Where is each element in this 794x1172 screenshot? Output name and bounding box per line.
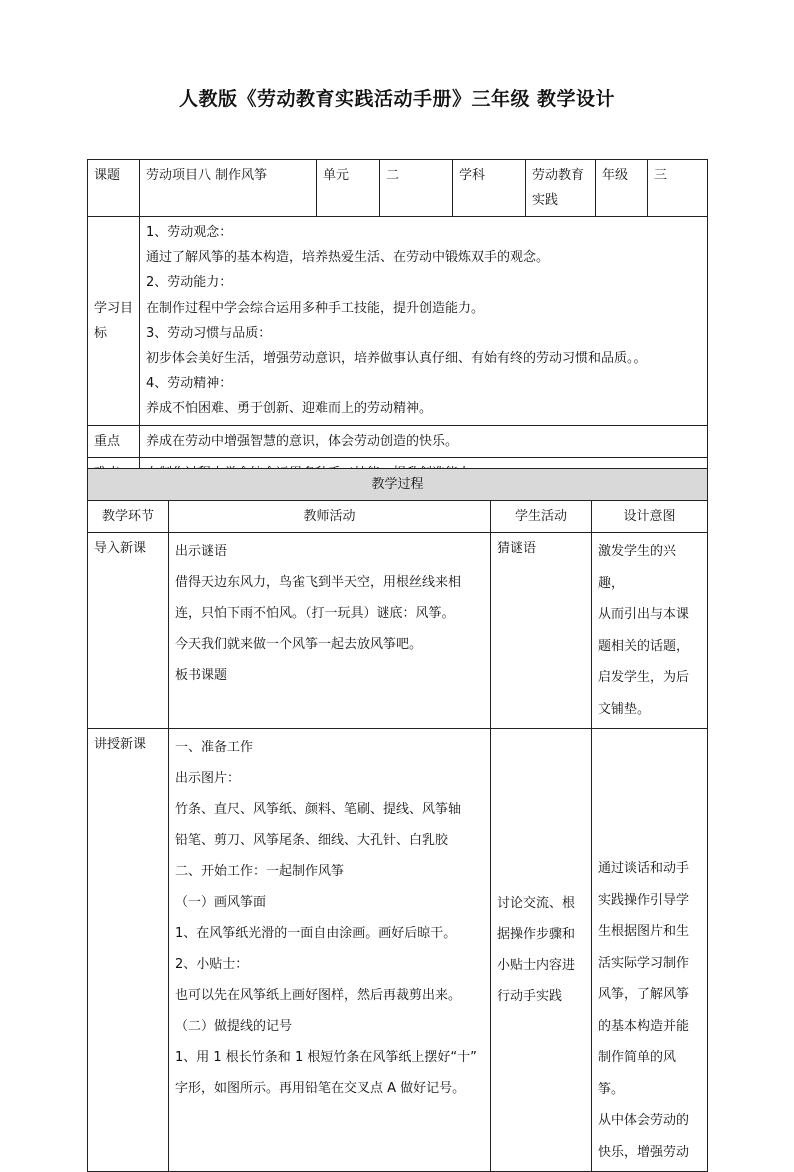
student-line: 据操作步骤和: [497, 927, 576, 942]
purpose-line: 制作简单的风筝。: [598, 1050, 677, 1097]
column-header-stage: 教学环节: [88, 501, 169, 533]
column-header-student: 学生活动: [491, 501, 592, 533]
teacher-line: 出示图片：: [175, 771, 241, 786]
objectives-content: [140, 217, 708, 426]
student-line: 讨论交流、根: [497, 896, 576, 911]
teacher-activity-cell: [169, 729, 491, 1172]
page-title: 人教版《劳动教育实践活动手册》三年级 教学设计: [178, 88, 616, 110]
teacher-line: 字形，如图所示。再用铅笔在交叉点 A 做好记号。: [175, 1081, 466, 1096]
purpose-line: 快乐，增强劳动: [598, 1144, 690, 1160]
teacher-line: 板书课题: [175, 668, 228, 683]
teacher-line: 竹条、直尺、风筝纸、颜料、笔刷、提线、风筝轴: [175, 802, 462, 817]
grade-label: 年级: [596, 160, 648, 217]
teaching-process-table: [87, 468, 708, 1172]
teacher-line: 连，只怕下雨不怕风。（打一玩具）谜底：风筝。: [175, 606, 455, 621]
purpose-line: 生根据图片和生: [598, 924, 690, 939]
table-row: [88, 729, 708, 1172]
key-point-label: 重点: [88, 425, 140, 457]
teacher-line: 借得天边东风力，鸟雀飞到半天空，用根丝线来相: [175, 575, 462, 590]
purpose-line: 从而引出与本课: [598, 607, 690, 622]
purpose-line: 实践操作引导学: [598, 892, 690, 908]
objective-line: 通过了解风筝的基本构造，培养热爱生活、在劳动中锻炼双手的观念。: [146, 250, 550, 266]
subject-value: 劳动教育实践: [526, 160, 596, 217]
teacher-line: 1、用 1 根长竹条和 1 根短竹条在风筝纸上摆好“十”: [175, 1050, 477, 1065]
purpose-line: 活实际学习制作: [598, 955, 690, 971]
objective-line: 养成不怕困难、勇于创新、迎难而上的劳动精神。: [146, 401, 433, 417]
teacher-line: 2、小贴士：: [175, 957, 249, 972]
objective-line: 1、劳动观念：: [146, 225, 233, 240]
stage-cell: 讲授新课: [88, 729, 169, 1172]
student-activity-cell: [491, 533, 592, 729]
course-value: 劳动项目八 制作风筝: [140, 160, 317, 217]
column-header-teacher: 教师活动: [169, 501, 491, 533]
purpose-line: 风筝，了解风筝: [598, 987, 690, 1002]
teacher-line: 1、在风筝纸光滑的一面自由涂画。画好后晾干。: [175, 926, 457, 941]
teacher-line: 一、准备工作: [175, 740, 254, 755]
teacher-line: 也可以先在风筝纸上画好图样，然后再裁剪出来。: [175, 988, 462, 1003]
design-purpose-cell: [592, 729, 708, 1172]
purpose-line: 的基本构造并能: [598, 1018, 690, 1034]
objective-line: 初步体会美好生活，增强劳动意识，培养做事认真仔细、有始有终的劳动习惯和品质。。: [146, 351, 647, 367]
lesson-info-table: [87, 159, 708, 490]
purpose-line: 通过谈话和动手: [598, 861, 690, 876]
course-label: 课题: [88, 160, 140, 217]
objectives-label: 学习目标: [88, 217, 140, 426]
teacher-line: （一）画风筝面: [175, 895, 267, 910]
process-heading: 教学过程: [88, 469, 708, 501]
column-header-purpose: 设计意图: [592, 501, 708, 533]
teacher-line: 出示谜语: [175, 544, 228, 559]
student-line: 小贴士内容进: [497, 958, 576, 973]
purpose-line: 启发学生，为后: [598, 670, 690, 685]
design-purpose-cell: [592, 533, 708, 729]
purpose-line: 从中体会劳动的: [598, 1113, 690, 1128]
teacher-activity-cell: [169, 533, 491, 729]
objective-line: 3、劳动习惯与品质：: [146, 325, 272, 341]
objective-line: 在制作过程中学会综合运用多种手工技能，提升创造能力。: [146, 300, 485, 316]
stage-cell: 导入新课: [88, 533, 169, 729]
student-activity-cell: [491, 729, 592, 1172]
student-line: 猜谜语: [497, 541, 537, 556]
subject-label: 学科: [453, 160, 526, 217]
teacher-line: 今天我们就来做一个风筝一起去放风筝吧。: [175, 637, 423, 652]
purpose-line: 激发学生的兴趣，: [598, 544, 677, 591]
teacher-line: 铅笔、剪刀、风筝尾条、细线、大孔针、白乳胶: [175, 833, 449, 848]
unit-label: 单元: [317, 160, 380, 217]
grade-value: 三: [648, 160, 708, 217]
unit-value: 二: [380, 160, 453, 217]
purpose-line: 文铺垫。: [598, 701, 651, 717]
purpose-line: 题相关的话题，: [598, 638, 690, 654]
objective-line: 2、劳动能力：: [146, 275, 233, 291]
table-row: [88, 533, 708, 729]
key-point-value: 养成在劳动中增强智慧的意识，体会劳动创造的快乐。: [140, 425, 708, 457]
student-line: 行动手实践: [497, 989, 563, 1004]
teacher-line: （二）做提线的记号: [175, 1019, 293, 1034]
objective-line: 4、劳动精神：: [146, 376, 233, 392]
teacher-line: 二、开始工作：一起制作风筝: [175, 864, 345, 879]
